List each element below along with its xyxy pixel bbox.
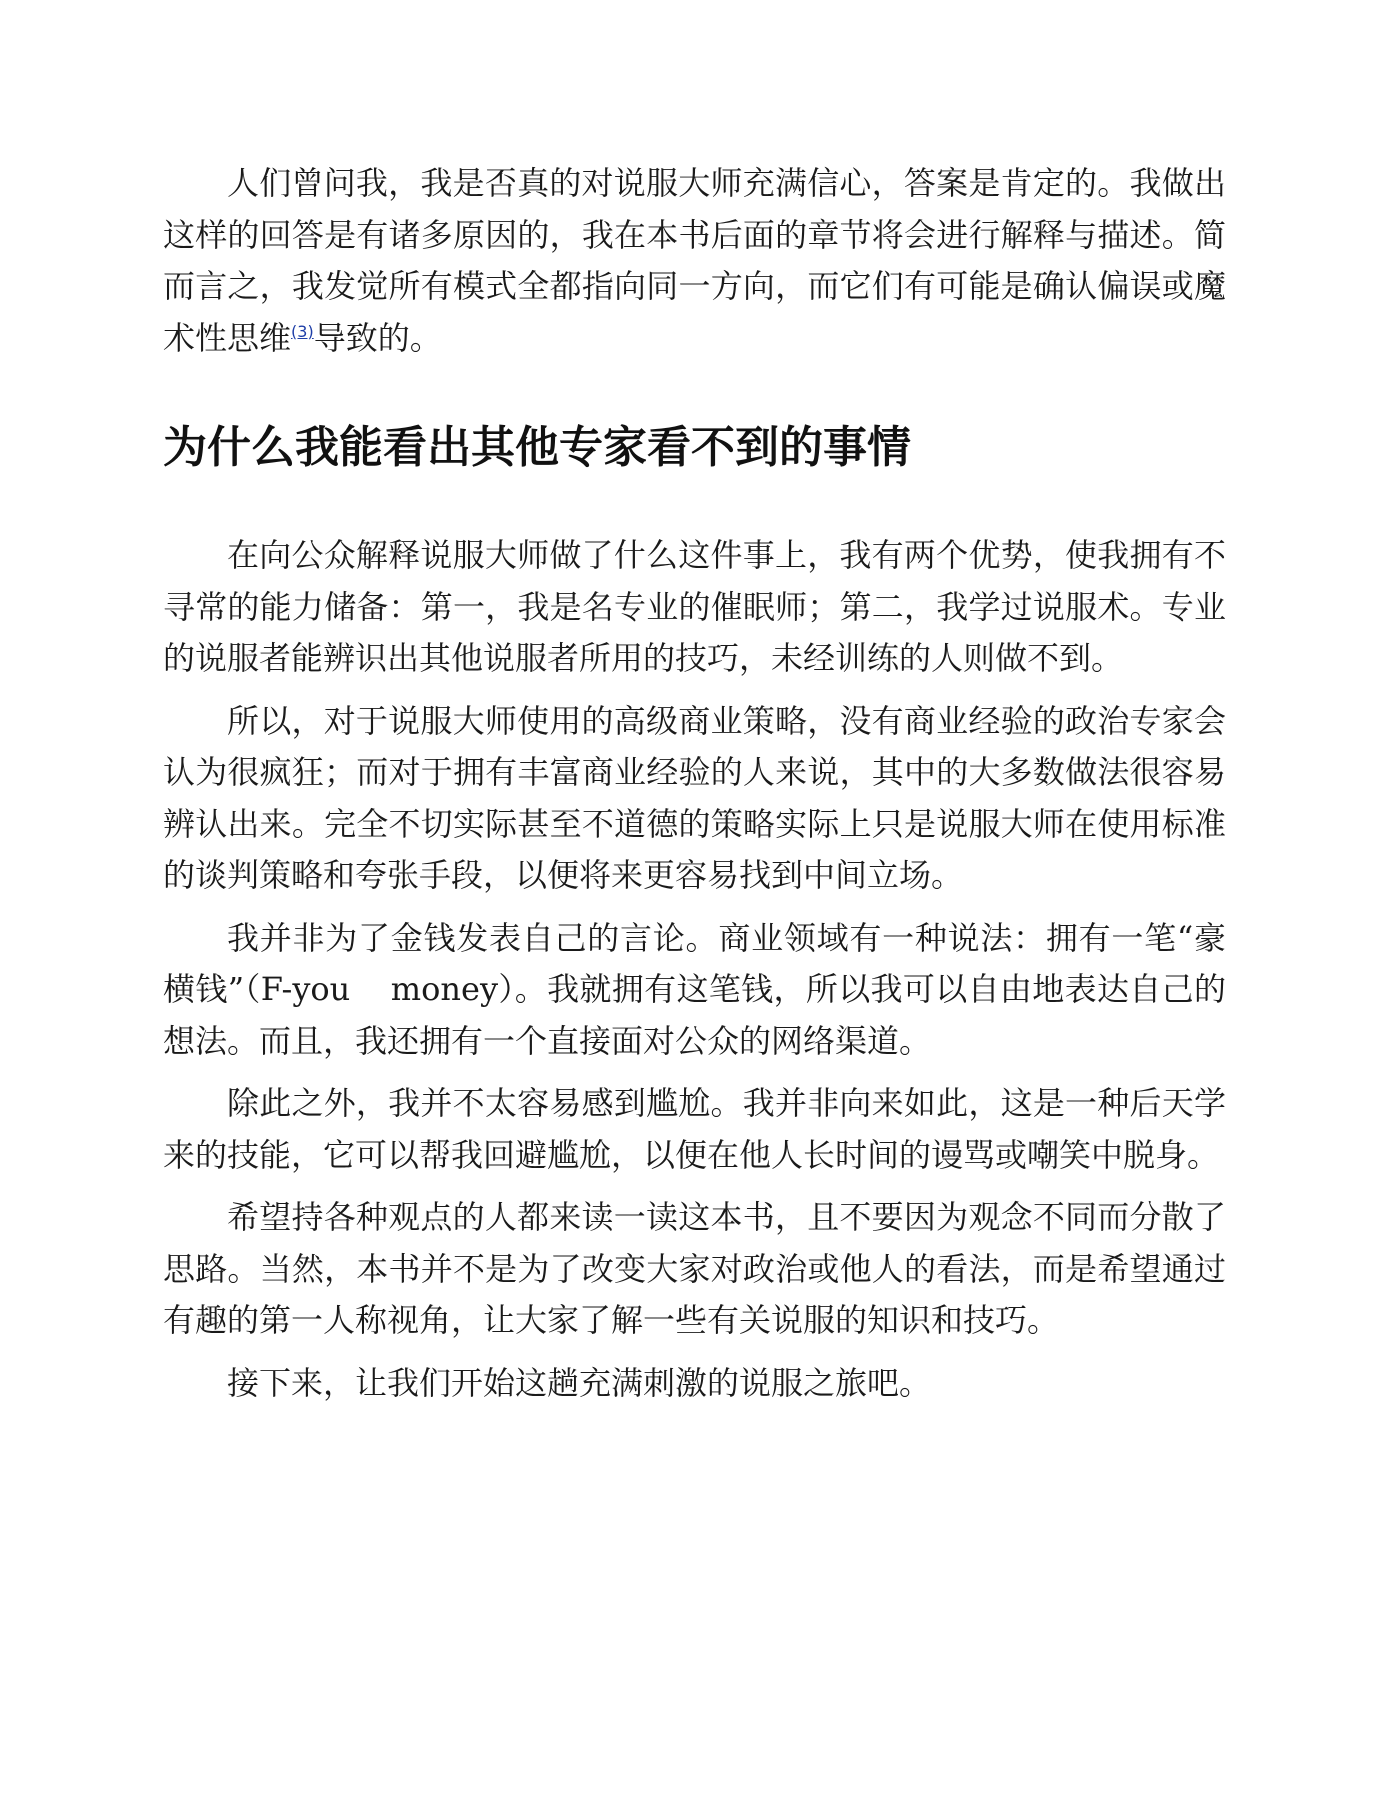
paragraph-2: 在向公众解释说服大师做了什么这件事上，我有两个优势，使我拥有不寻常的能力储备：第一，我是名专业的催眠师；第二，我学过说服术。专业的说服者能辨识出其他说服者所用的技巧，未经训练的人则做不到。 bbox=[163, 536, 1226, 677]
paragraph-7: 接下来，让我们开始这趟充满刺激的说服之旅吧。 bbox=[227, 1363, 932, 1402]
paragraph-4-text-end: ）。我就拥有这笔钱，所以我可以自由地表达自己的想法。而且，我还拥有一个直接面对公众的网络渠道。 bbox=[163, 970, 1226, 1060]
paragraph-1-text-end: 导致的。 bbox=[313, 318, 442, 357]
footnote-ref-3[interactable]: (3) bbox=[291, 321, 314, 341]
paragraph-4 bbox=[163, 913, 1226, 1068]
paragraph-5: 除此之外，我并不太容易感到尴尬。我并非向来如此，这是一种后天学来的技能，它可以帮我回避尴尬，以便在他人长时间的谩骂或嘲笑中脱身。 bbox=[163, 1084, 1226, 1174]
paragraph-1 bbox=[163, 158, 1226, 364]
page-content bbox=[163, 158, 1226, 1420]
paragraph-1-text: 人们曾问我，我是否真的对说服大师充满信心，答案是肯定的。我做出这样的回答是有诸多原因的，我在本书后面的章节将会进行解释与描述。简而言之，我发觉所有模式全都指向同一方向，而它们有可能是确认偏误或魔术性思维 bbox=[163, 164, 1226, 357]
paragraph-6: 希望持各种观点的人都来读一读这本书，且不要因为观念不同而分散了思路。当然，本书并不是为了改变大家对政治或他人的看法，而是希望通过有趣的第一人称视角，让大家了解一些有关说服的知识和技巧。 bbox=[163, 1198, 1226, 1339]
paragraph-3: 所以，对于说服大师使用的高级商业策略，没有商业经验的政治专家会认为很疯狂；而对于拥有丰富商业经验的人来说，其中的大多数做法很容易辨认出来。完全不切实际甚至不道德的策略实际上只是说服大师在使用标准的谈判策略和夸张手段，以便将来更容易找到中间立场。 bbox=[163, 701, 1226, 894]
section-heading: 为什么我能看出其他专家看不到的事情 bbox=[163, 422, 911, 473]
paragraph-4-text: 我并非为了金钱发表自己的言论。商业领域有一种说法：拥有一笔“豪横钱”（ bbox=[163, 918, 1226, 1008]
english-term: F-you money bbox=[260, 970, 499, 1008]
